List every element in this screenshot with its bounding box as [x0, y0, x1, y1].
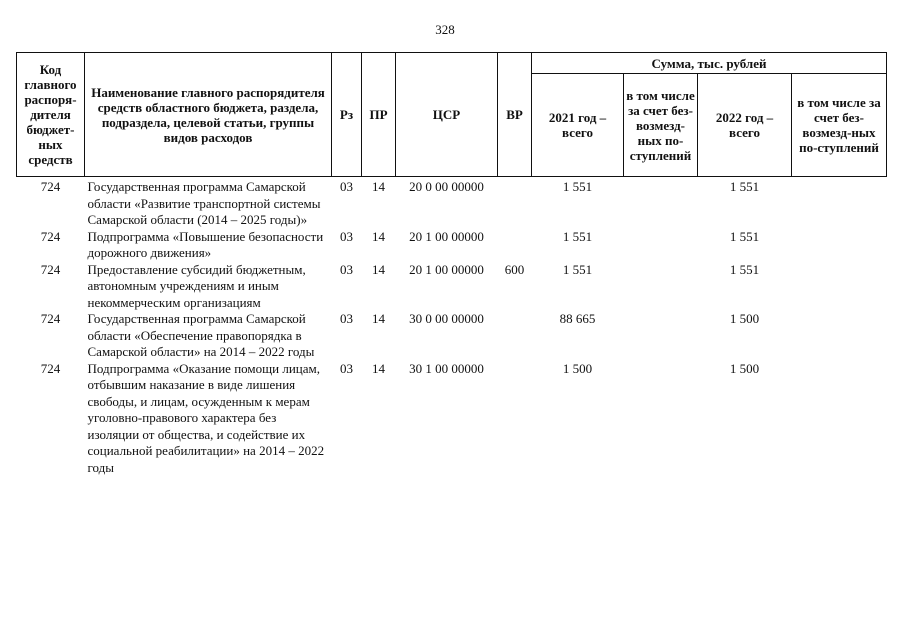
cell-code: 724 [40, 360, 61, 376]
cell-2022: 1 551 [729, 261, 760, 277]
cell-2022: 1 500 [729, 360, 760, 376]
cell-2022-grat [792, 229, 887, 262]
cell-rz: 03 [340, 311, 353, 326]
cell-2021: 1 551 [562, 228, 593, 244]
cell-rz: 03 [340, 228, 353, 244]
header-pr: ПР [362, 53, 396, 177]
cell-code: 724 [40, 261, 61, 277]
cell-pr: 14 [372, 360, 385, 376]
cell-pr: 14 [372, 228, 385, 244]
table-row [17, 311, 887, 361]
header-2021-total: 2021 год – всего [532, 74, 624, 177]
cell-code: 724 [40, 311, 61, 326]
cell-2021-grat [624, 311, 698, 361]
cell-2021: 1 551 [562, 261, 593, 277]
cell-name: Подпрограмма «Оказание помощи лицам, отбывшим наказание в виде лишения свободы, и лицам, осужденным к мерам уголовно-правового характера без изоляции от общества, и содействие их социальной реабилитации» на 2014 – 2022 годы [87, 360, 325, 475]
cell-csr: 20 0 00 00000 [409, 179, 484, 194]
cell-2021-grat [624, 229, 698, 262]
header-2022-total: 2022 год – всего [698, 74, 792, 177]
cell-2022-grat [792, 262, 887, 312]
page-number: 328 [435, 22, 455, 37]
cell-vr [498, 229, 532, 262]
header-name: Наименование главного распорядителя средств областного бюджета, раздела, подраздела, целевой статьи, группы видов расходов [85, 53, 332, 177]
cell-2022-grat [792, 311, 887, 361]
cell-name: Предоставление субсидий бюджетным, автономным учреждениям и иным некоммерческим организациям [87, 261, 306, 310]
cell-2021-grat [624, 179, 698, 229]
cell-pr: 14 [372, 311, 385, 326]
cell-2021: 1 551 [562, 179, 593, 194]
cell-csr: 30 1 00 00000 [409, 360, 484, 376]
cell-csr: 20 1 00 00000 [409, 228, 484, 244]
cell-2022-grat [792, 361, 887, 477]
cell-vr: 600 [504, 261, 525, 277]
cell-vr [498, 179, 532, 229]
cell-csr: 20 1 00 00000 [409, 261, 484, 277]
cell-vr [498, 311, 532, 361]
cell-pr: 14 [372, 261, 385, 277]
header-code: Код главного распоря-дителя бюджет-ных средств [17, 53, 85, 177]
cell-2022-grat [792, 179, 887, 229]
cell-name: Подпрограмма «Повышение безопасности дорожного движения» [87, 228, 324, 260]
header-2021-grat: в том числе за счет без-возмезд-ных по-ступлений [624, 74, 698, 177]
cell-rz: 03 [340, 360, 353, 376]
cell-2021-grat [624, 361, 698, 477]
table-row [17, 262, 887, 312]
cell-name: Государственная программа Самарской области «Развитие транспортной системы Самарской области (2014 – 2025 годы)» [87, 179, 321, 227]
cell-2022: 1 500 [729, 311, 760, 326]
header-csr: ЦСР [396, 53, 498, 177]
table-row [17, 179, 887, 229]
cell-code: 724 [40, 228, 61, 244]
budget-table [16, 52, 887, 476]
table-row [17, 361, 887, 477]
cell-csr: 30 0 00 00000 [409, 311, 484, 326]
header-sum: Сумма, тыс. рублей [532, 53, 887, 74]
cell-vr [498, 361, 532, 477]
cell-rz: 03 [340, 179, 353, 194]
cell-2022: 1 551 [729, 179, 760, 194]
cell-2022: 1 551 [729, 228, 760, 244]
header-2022-grat: в том числе за счет без-возмезд-ных по-ступлений [792, 74, 887, 177]
cell-name: Государственная программа Самарской области «Обеспечение правопорядка в Самарской области» на 2014 – 2022 годы [87, 311, 315, 359]
header-vr: ВР [498, 53, 532, 177]
cell-pr: 14 [372, 179, 385, 194]
cell-2021: 1 500 [562, 360, 593, 376]
header-rz: Рз [332, 53, 362, 177]
cell-2021-grat [624, 262, 698, 312]
cell-rz: 03 [340, 261, 353, 277]
table-row [17, 229, 887, 262]
cell-code: 724 [40, 179, 61, 194]
cell-2021: 88 665 [559, 311, 596, 326]
